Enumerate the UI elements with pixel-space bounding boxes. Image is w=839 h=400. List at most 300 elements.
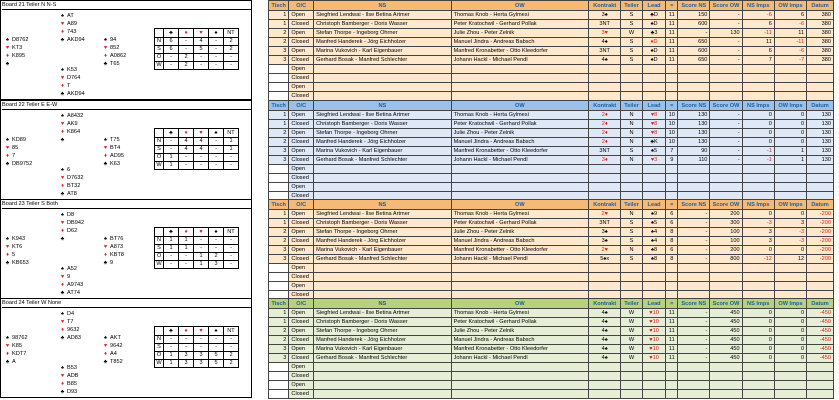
par-row	[155, 38, 239, 46]
par-cell: -	[209, 245, 224, 253]
cell-oc: Closed	[289, 56, 314, 65]
header-ow: OW	[451, 299, 588, 309]
cards: D764	[67, 74, 81, 81]
cell-ns: Marina Vukovich - Karl Eigenbauer	[314, 147, 451, 156]
cards: 9	[110, 259, 114, 266]
east-line	[101, 244, 124, 252]
cell-oc: Closed	[289, 38, 314, 47]
cell-eq: 10	[666, 138, 678, 147]
hand-east	[101, 236, 124, 268]
west-line	[3, 161, 32, 169]
cards: 5	[12, 251, 16, 258]
cards: K85	[12, 342, 22, 349]
table-row[interactable]	[269, 237, 834, 246]
cell-tisch	[269, 165, 289, 174]
cell-tisch: 2	[269, 237, 289, 246]
par-header-cell: ♠	[209, 228, 224, 237]
cards: AKD94	[67, 90, 85, 97]
cell-score_ns: -	[678, 327, 710, 336]
cell-eq: 11	[666, 309, 678, 318]
cell-ns: Stefan Thorpe - Ingeborg Ohrner	[314, 29, 451, 38]
cell-tisch: 2	[269, 138, 289, 147]
cards: B53	[67, 365, 77, 371]
cell-tisch: 3	[269, 47, 289, 56]
cell-ow: Julie Zhou - Peter Zelnik	[451, 129, 588, 138]
cell-eq	[666, 183, 678, 192]
cell-kontrakt: 2♦	[589, 138, 621, 147]
header-ns: NS	[314, 101, 451, 111]
cards: A	[12, 358, 16, 365]
par-cell: -	[194, 62, 209, 70]
par-table	[154, 28, 239, 70]
suit-icon: ♣	[5, 259, 10, 266]
north-line	[58, 13, 85, 21]
cell-datum: -450	[807, 309, 834, 318]
cell-oc: Open	[289, 83, 314, 92]
cell-kontrakt: 4♠	[589, 327, 621, 336]
cell-datum	[807, 83, 834, 92]
par-cell: 2	[224, 46, 239, 54]
results-header-row	[269, 299, 834, 309]
cell-oc: Open	[289, 183, 314, 192]
cell-kontrakt: 4♠	[589, 56, 621, 65]
cell-ns: Gerhard Bosak - Manfred Schlechter	[314, 255, 451, 264]
table-row[interactable]	[269, 336, 834, 345]
header-ns_imps: NS Imps	[742, 101, 774, 111]
cell-teiler	[621, 165, 642, 174]
table-row[interactable]	[269, 228, 834, 237]
par-row	[155, 54, 239, 62]
results-table-wrap	[268, 298, 834, 399]
cards: KDT7	[12, 350, 27, 357]
east-line	[101, 351, 123, 359]
cell-datum: 380	[807, 20, 834, 29]
cell-tisch: 1	[269, 309, 289, 318]
par-header-cell: ♠	[209, 327, 224, 336]
cell-ow: Johann Hackl - Michael Pendl	[451, 156, 588, 165]
par-cell: 2	[179, 54, 194, 62]
cell-eq: 11	[666, 29, 678, 38]
par-cell: -	[179, 253, 194, 261]
cell-ns: Christoph Bamberger - Doris Wasser	[314, 120, 451, 129]
cell-score_ow	[710, 183, 742, 192]
cell-ns: Christoph Bamberger - Doris Wasser	[314, 318, 451, 327]
cell-ns: Gerhard Bosak - Manfred Schlechter	[314, 56, 451, 65]
cell-datum: 130	[807, 156, 834, 165]
cell-oc: Open	[289, 11, 314, 20]
cards: B85	[67, 380, 77, 387]
cell-ow	[451, 174, 588, 183]
cards: T75	[110, 137, 120, 143]
hand-west	[3, 236, 29, 268]
cell-datum	[807, 381, 834, 390]
cell-ow	[451, 273, 588, 282]
cell-ow_imps	[774, 273, 806, 282]
header-score_ns: Score NS	[678, 101, 710, 111]
table-row[interactable]	[269, 246, 834, 255]
suit-icon: ♠	[104, 137, 107, 143]
cards: A0862	[110, 52, 127, 59]
cell-eq	[666, 83, 678, 92]
par-cell: -	[194, 154, 209, 162]
cards: 98762	[12, 335, 28, 341]
cell-ow_imps: 0	[774, 309, 806, 318]
table-row[interactable]	[269, 318, 834, 327]
cell-lead: ♠8	[642, 255, 666, 264]
cards: 743	[67, 28, 77, 35]
suit-icon: ♠	[104, 335, 107, 341]
table-row[interactable]	[269, 255, 834, 264]
cell-score_ns	[678, 74, 710, 83]
cell-ns: Marina Vukovich - Karl Eigenbauer	[314, 246, 451, 255]
header-ns_imps: NS Imps	[742, 1, 774, 11]
hand-south	[58, 266, 83, 298]
suit-icon: ♥	[60, 318, 65, 325]
cell-ow_imps: 3	[774, 219, 806, 228]
cell-score_ns: 130	[678, 129, 710, 138]
cell-score_ns	[678, 183, 710, 192]
cell-datum	[807, 372, 834, 381]
cards: AKT	[110, 335, 121, 341]
cell-teiler: S	[621, 255, 642, 264]
cell-ow_imps: 0	[774, 129, 806, 138]
cell-ns: Stefan Thorpe - Ingeborg Ohrner	[314, 327, 451, 336]
suit-icon: ♣	[60, 90, 65, 97]
table-row[interactable]	[269, 147, 834, 156]
suit-icon: ♠	[61, 67, 64, 73]
cell-lead	[642, 273, 666, 282]
cell-lead: ♠8	[642, 246, 666, 255]
cell-kontrakt	[589, 83, 621, 92]
table-row[interactable]	[269, 120, 834, 129]
par-header-cell: ♥	[194, 129, 209, 138]
table-row[interactable]	[269, 65, 834, 74]
cell-tisch: 2	[269, 29, 289, 38]
cell-ns_imps: -1	[742, 156, 774, 165]
cell-teiler	[621, 363, 642, 372]
table-row[interactable]	[269, 165, 834, 174]
cell-teiler	[621, 74, 642, 83]
header-ns: NS	[314, 299, 451, 309]
par-cell: 6	[164, 46, 179, 54]
cell-ns_imps: -1	[742, 147, 774, 156]
table-row[interactable]	[269, 264, 834, 273]
cell-score_ns	[678, 264, 710, 273]
results-header-row	[269, 101, 834, 111]
cell-ow	[451, 183, 588, 192]
par-header-cell: ♦	[179, 327, 194, 336]
table-row[interactable]	[269, 390, 834, 399]
header-lead: Lead	[642, 299, 666, 309]
cards: 94	[110, 37, 117, 43]
cards: K53	[67, 67, 77, 73]
cell-ow: Peter Kratochwil - Gerhard Pollak	[451, 318, 588, 327]
cell-ns_imps: 0	[742, 111, 774, 120]
cell-ns_imps: 0	[742, 129, 774, 138]
header-kontrakt: Kontrakt	[589, 101, 621, 111]
cell-score_ow: 450	[710, 354, 742, 363]
table-row[interactable]	[269, 38, 834, 47]
table-row[interactable]	[269, 363, 834, 372]
table-row[interactable]	[269, 129, 834, 138]
cell-lead: ♥3	[642, 156, 666, 165]
par-cell: -	[224, 237, 239, 245]
cell-ow: Thomas Knob - Herta Gylmesi	[451, 210, 588, 219]
cell-oc: Closed	[289, 138, 314, 147]
header-score_ow: Score OW	[710, 200, 742, 210]
par-cell: -	[224, 261, 239, 269]
cards: AD83	[67, 334, 81, 341]
cell-score_ow: 450	[710, 336, 742, 345]
cell-score_ns	[678, 65, 710, 74]
cell-lead: ♠D	[642, 56, 666, 65]
cell-eq	[666, 363, 678, 372]
suit-icon: ♦	[104, 350, 107, 357]
table-row[interactable]	[269, 282, 834, 291]
cell-teiler: S	[621, 56, 642, 65]
table-row[interactable]	[269, 111, 834, 120]
board-title: Board 24 Teiler W None	[2, 299, 251, 308]
hand-east	[101, 37, 126, 69]
header-ns: NS	[314, 200, 451, 210]
cell-ow	[451, 372, 588, 381]
par-cell: N	[155, 237, 164, 245]
cell-ns_imps	[742, 372, 774, 381]
cell-ow_imps: -6	[774, 47, 806, 56]
cell-score_ow	[710, 165, 742, 174]
header-ow: OW	[451, 101, 588, 111]
par-cell: -	[194, 245, 209, 253]
suit-icon: ♣	[60, 36, 65, 43]
cell-eq: 11	[666, 336, 678, 345]
par-header-cell: ♥	[194, 29, 209, 38]
table-row[interactable]	[269, 74, 834, 83]
east-line	[101, 145, 124, 153]
south-line	[58, 91, 85, 99]
cell-score_ow: 450	[710, 318, 742, 327]
par-header-cell: NT	[224, 228, 239, 237]
cell-ns_imps: 7	[742, 56, 774, 65]
table-row[interactable]	[269, 20, 834, 29]
header-ow_imps: OW Imps	[774, 1, 806, 11]
table-row[interactable]	[269, 309, 834, 318]
cell-oc: Open	[289, 381, 314, 390]
table-row[interactable]	[269, 210, 834, 219]
cell-score_ns	[678, 363, 710, 372]
cards: A52	[67, 266, 77, 272]
cards: KD89	[12, 137, 26, 143]
east-line	[101, 343, 123, 351]
suit-icon: ♥	[60, 273, 65, 280]
cell-eq: 11	[666, 38, 678, 47]
header-score_ns: Score NS	[678, 299, 710, 309]
cell-ns_imps: 6	[742, 20, 774, 29]
suit-icon: ♦	[6, 350, 9, 357]
west-line	[3, 37, 28, 45]
header-oc: O/C	[289, 1, 314, 11]
cell-teiler: N	[621, 120, 642, 129]
cell-ow: Johann Hackl - Michael Pendl	[451, 255, 588, 264]
cards: D8	[67, 212, 75, 218]
cell-oc: Closed	[289, 156, 314, 165]
suit-icon: ♠	[104, 37, 107, 43]
cell-ns	[314, 183, 451, 192]
cell-teiler: N	[621, 138, 642, 147]
cell-datum: 130	[807, 111, 834, 120]
south-line	[58, 266, 83, 274]
west-line	[3, 260, 29, 268]
cell-ow: Manfred Kronabetter - Otto Kleedorfer	[451, 246, 588, 255]
cell-score_ns: -	[678, 309, 710, 318]
suit-icon: ♦	[104, 52, 107, 59]
cell-tisch: 3	[269, 147, 289, 156]
cell-ns: Manfred Handerek - Jörg Eichholzer	[314, 237, 451, 246]
par-cell: N	[155, 38, 164, 46]
cell-ow_imps: -3	[774, 237, 806, 246]
cell-lead	[642, 390, 666, 399]
suit-icon: ♦	[61, 326, 64, 333]
cards: 852	[110, 44, 120, 51]
cell-ow_imps: 0	[774, 318, 806, 327]
table-row[interactable]	[269, 381, 834, 390]
par-cell: 1	[224, 138, 239, 146]
cell-datum: 380	[807, 11, 834, 20]
cell-ns_imps: 3	[742, 237, 774, 246]
table-row[interactable]	[269, 372, 834, 381]
cell-eq: 10	[666, 120, 678, 129]
par-row	[155, 352, 239, 360]
cell-score_ns	[678, 282, 710, 291]
table-row[interactable]	[269, 327, 834, 336]
table-row[interactable]	[269, 174, 834, 183]
results-table	[268, 100, 834, 201]
east-line	[101, 359, 123, 367]
cell-datum: 380	[807, 29, 834, 38]
par-cell: 2	[224, 360, 239, 368]
table-row[interactable]	[269, 273, 834, 282]
cell-oc: Closed	[289, 120, 314, 129]
cell-ow_imps	[774, 83, 806, 92]
suit-icon: ♠	[61, 167, 64, 173]
south-line	[58, 167, 83, 175]
par-table	[154, 227, 239, 269]
table-row[interactable]	[269, 56, 834, 65]
north-line	[58, 113, 83, 121]
table-row[interactable]	[269, 138, 834, 147]
cell-ow_imps: 0	[774, 354, 806, 363]
cell-oc: Open	[289, 210, 314, 219]
par-header-cell: ♣	[164, 327, 179, 336]
cell-ns_imps: -6	[742, 11, 774, 20]
results-table-wrap	[268, 199, 834, 300]
cards: A9743	[67, 281, 84, 288]
cell-teiler	[621, 183, 642, 192]
cell-teiler: S	[621, 219, 642, 228]
table-row[interactable]	[269, 47, 834, 56]
suit-icon: ♦	[61, 128, 64, 135]
cell-kontrakt: 3NT	[589, 219, 621, 228]
suit-icon: ♣	[60, 289, 65, 296]
par-cell: S	[155, 344, 164, 352]
cell-lead	[642, 83, 666, 92]
table-row[interactable]	[269, 29, 834, 38]
header-lead: Lead	[642, 1, 666, 11]
cell-oc: Closed	[289, 174, 314, 183]
cell-score_ow	[710, 83, 742, 92]
cards: T7	[67, 318, 74, 325]
cell-score_ns: 130	[678, 120, 710, 129]
cell-oc: Open	[289, 264, 314, 273]
cell-lead: ♥10	[642, 327, 666, 336]
cell-tisch: 3	[269, 246, 289, 255]
par-cell: 1	[164, 360, 179, 368]
header-ow_imps: OW Imps	[774, 101, 806, 111]
cell-ns: Siegfried Lendwai - Ilse Betina Artmer	[314, 210, 451, 219]
cell-ns	[314, 273, 451, 282]
south-line	[58, 67, 85, 75]
header-score_ow: Score OW	[710, 1, 742, 11]
cell-tisch	[269, 174, 289, 183]
cards: AT74	[67, 289, 80, 296]
cell-ns: Siegfried Lendwai - Ilse Betina Artmer	[314, 309, 451, 318]
header-oc: O/C	[289, 200, 314, 210]
par-cell: -	[209, 336, 224, 344]
header-oc: O/C	[289, 101, 314, 111]
hand-west	[3, 37, 28, 69]
table-row[interactable]	[269, 183, 834, 192]
cell-ow: Thomas Knob - Herta Gylmesi	[451, 309, 588, 318]
cell-score_ow	[710, 372, 742, 381]
suit-icon: ♣	[103, 60, 108, 67]
cell-eq	[666, 65, 678, 74]
suit-icon: ♥	[103, 44, 108, 51]
table-row[interactable]	[269, 354, 834, 363]
cell-kontrakt: 3♦	[589, 156, 621, 165]
header-lead: Lead	[642, 200, 666, 210]
cell-tisch: 3	[269, 56, 289, 65]
par-cell: -	[209, 38, 224, 46]
cell-lead: ♥10	[642, 318, 666, 327]
cell-teiler: W	[621, 327, 642, 336]
suit-icon: ♥	[5, 44, 10, 51]
cards: T852	[110, 358, 123, 365]
table-row[interactable]	[269, 219, 834, 228]
table-row[interactable]	[269, 156, 834, 165]
cell-kontrakt	[589, 183, 621, 192]
cell-score_ow: 450	[710, 345, 742, 354]
cell-teiler: N	[621, 111, 642, 120]
par-cell: -	[224, 253, 239, 261]
cell-lead	[642, 65, 666, 74]
cell-tisch	[269, 74, 289, 83]
par-header-cell: ♣	[164, 228, 179, 237]
par-header-cell	[155, 29, 164, 38]
west-line	[3, 137, 32, 145]
par-header-cell: NT	[224, 327, 239, 336]
par-cell: 4	[194, 38, 209, 46]
header-datum: Datum	[807, 1, 834, 11]
table-row[interactable]	[269, 83, 834, 92]
cell-ow_imps	[774, 264, 806, 273]
cell-ow	[451, 390, 588, 399]
par-cell: -	[209, 46, 224, 54]
par-cell: 2	[179, 62, 194, 70]
cell-kontrakt	[589, 381, 621, 390]
table-row[interactable]	[269, 345, 834, 354]
cell-tisch: 1	[269, 11, 289, 20]
suit-icon: ♣	[5, 358, 10, 365]
table-row[interactable]	[269, 11, 834, 20]
